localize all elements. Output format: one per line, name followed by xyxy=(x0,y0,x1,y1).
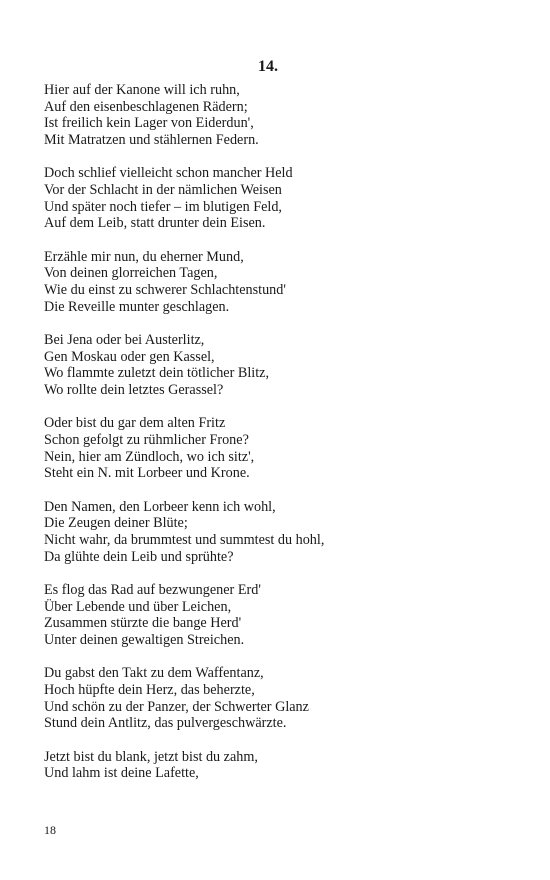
poem-line: Du gabst den Takt zu dem Waffentanz, xyxy=(44,665,264,682)
poem-body xyxy=(44,82,524,798)
poem-line: Die Zeugen deiner Blüte; xyxy=(44,515,188,532)
stanza xyxy=(44,749,524,782)
poem-line: Erzähle mir nun, du eherner Mund, xyxy=(44,248,244,265)
stanza xyxy=(44,415,524,482)
poem-line: Auf den eisenbeschlagenen Rädern; xyxy=(44,98,248,115)
poem-line: Die Reveille munter geschlagen. xyxy=(44,298,230,315)
poem-number: 14. xyxy=(258,58,278,75)
poem-line: Nicht wahr, da brummtest und summtest du hohl, xyxy=(44,531,325,548)
poem-line: Und lahm ist deine Lafette, xyxy=(44,765,199,782)
poem-line: Auf dem Leib, statt drunter dein Eisen. xyxy=(44,215,266,232)
poem-line: Da glühte dein Leib und sprühte? xyxy=(44,548,234,565)
poem-line: Und später noch tiefer – im blutigen Feld, xyxy=(44,198,282,215)
poem-line: Doch schlief vielleicht schon mancher Held xyxy=(44,165,293,182)
poem-line: Und schön zu der Panzer, der Schwerter Glanz xyxy=(44,698,309,715)
poem-line: Über Lebende und über Leichen, xyxy=(44,598,232,615)
poem-line: Den Namen, den Lorbeer kenn ich wohl, xyxy=(44,498,276,515)
page-number: 18 xyxy=(44,823,56,837)
poem-line: Von deinen glorreichen Tagen, xyxy=(44,265,218,282)
poem-line: Mit Matratzen und stählernen Federn. xyxy=(44,132,259,149)
poem-line: Unter deinen gewaltigen Streichen. xyxy=(44,631,245,648)
poem-line: Schon gefolgt zu rühmlicher Frone? xyxy=(44,431,249,448)
poem-line: Hoch hüpfte dein Herz, das beherzte, xyxy=(44,681,255,698)
poem-line: Nein, hier am Zündloch, wo ich sitz', xyxy=(44,448,255,465)
poem-line: Wo flammte zuletzt dein tötlicher Blitz, xyxy=(44,365,269,382)
poem-line: Gen Moskau oder gen Kassel, xyxy=(44,348,215,365)
stanza xyxy=(44,499,524,566)
poem-line: Vor der Schlacht in der nämlichen Weisen xyxy=(44,182,282,199)
poem-line: Ist freilich kein Lager von Eiderdun', xyxy=(44,115,254,132)
stanza xyxy=(44,165,524,232)
poem-line: Es flog das Rad auf bezwungener Erd' xyxy=(44,581,261,598)
stanza xyxy=(44,249,524,316)
stanza xyxy=(44,582,524,649)
poem-line: Wo rollte dein letztes Gerassel? xyxy=(44,382,224,399)
poem-line: Wie du einst zu schwerer Schlachtenstund' xyxy=(44,282,286,299)
stanza xyxy=(44,332,524,399)
poem-line: Jetzt bist du blank, jetzt bist du zahm, xyxy=(44,748,258,765)
stanza xyxy=(44,82,524,149)
poem-line: Hier auf der Kanone will ich ruhn, xyxy=(44,82,240,98)
poem-line: Stund dein Antlitz, das pulvergeschwärzte. xyxy=(44,715,287,732)
poem-line: Bei Jena oder bei Austerlitz, xyxy=(44,331,205,348)
poem-line: Zusammen stürzte die bange Herd' xyxy=(44,615,242,632)
poem-line: Oder bist du gar dem alten Fritz xyxy=(44,415,226,432)
poem-line: Steht ein N. mit Lorbeer und Krone. xyxy=(44,465,250,482)
stanza xyxy=(44,665,524,732)
